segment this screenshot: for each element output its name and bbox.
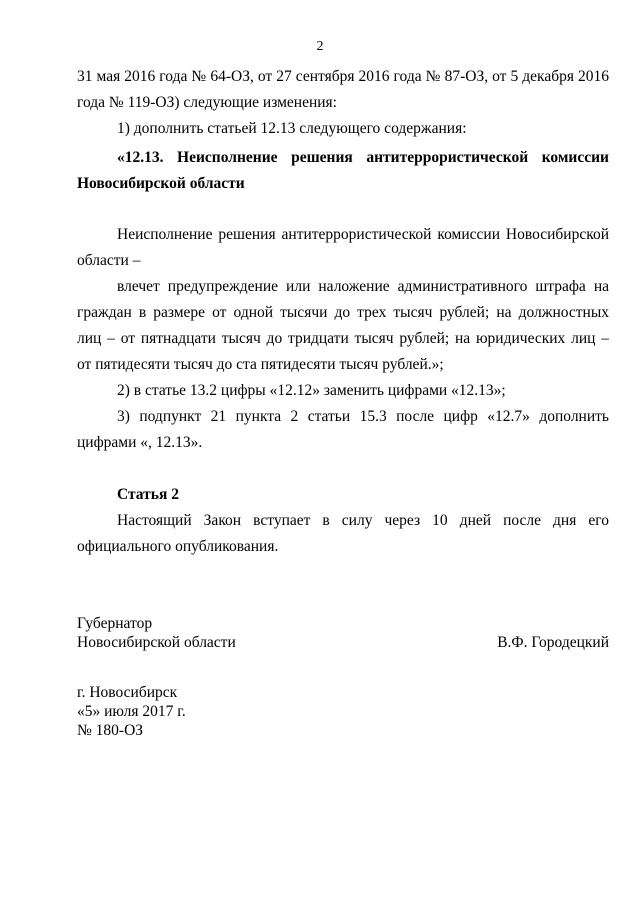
footer-city: г. Новосибирск (77, 684, 178, 701)
paragraph-1-line-1: Неисполнение решения антитеррористической комиссии Новосибирской (117, 226, 609, 243)
signature-row (77, 633, 609, 652)
footer-number: № 180-ОЗ (77, 722, 144, 739)
article-2-block (77, 482, 609, 560)
article-heading-block (77, 145, 609, 197)
items-block (77, 378, 609, 456)
page-number: 2 (316, 39, 324, 54)
paragraph-2-line-1: влечет предупреждение или наложение административного штрафа на (117, 278, 609, 295)
article-2-line-1: Настоящий Закон вступает в силу через 10 дней после дня его (117, 512, 609, 529)
signature-title-line-1: Губернатор (77, 615, 153, 632)
item-3-line-1: 3) подпункт 21 пункта 2 статьи 15.3 после цифр «12.7» дополнить (117, 408, 609, 425)
article-2-line-2: официального опубликования. (77, 538, 279, 555)
article-heading-line-1: «12.13. Неисполнение решения антитеррористической комиссии (117, 149, 609, 166)
paragraph-2-line-2: граждан в размере от одной тысячи до трех тысяч рублей; на должностных (77, 304, 609, 321)
paragraph-2-line-3: лиц – от пятнадцати тысяч до тридцати тысяч рублей; на юридических лиц – (77, 330, 609, 347)
paragraph-1-line-2: области – (77, 252, 141, 269)
article-2-title: Статья 2 (117, 486, 179, 503)
signature-title-line-2: Новосибирской области (77, 634, 236, 651)
paragraph-2 (77, 274, 609, 378)
footer-block (77, 683, 377, 740)
paragraph-1 (77, 222, 609, 274)
intro-block (77, 64, 609, 142)
item-1: 1) дополнить статьей 12.13 следующего содержания: (117, 120, 467, 137)
paragraph-2-line-4: от пятидесяти тысяч до ста пятидесяти тысяч рублей.»; (77, 356, 444, 373)
article-heading-line-2: Новосибирской области (77, 175, 245, 192)
signature-name: В.Ф. Городецкий (497, 634, 609, 651)
item-3-line-2: цифрами «, 12.13». (77, 434, 203, 451)
intro-line-2: года № 119-ОЗ) следующие изменения: (77, 94, 337, 111)
item-2: 2) в статье 13.2 цифры «12.12» заменить цифрами «12.13»; (117, 382, 506, 399)
intro-line-1: 31 мая 2016 года № 64-ОЗ, от 27 сентября 2016 года № 87-ОЗ, от 5 декабря 2016 (77, 68, 609, 85)
signature-block (77, 614, 609, 652)
footer-date: «5» июля 2017 г. (77, 703, 186, 720)
